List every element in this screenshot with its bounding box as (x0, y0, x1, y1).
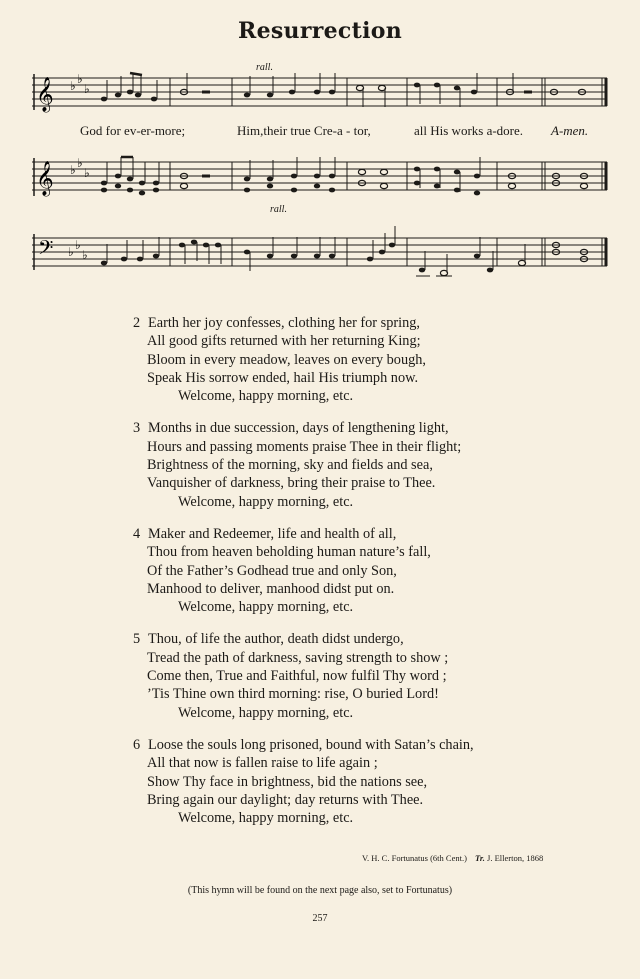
stanza (133, 525, 563, 616)
stanza-line: Bloom in every meadow, leaves on every bough, (147, 351, 426, 368)
svg-text:♭: ♭ (84, 166, 90, 180)
stanza-line: Tread the path of darkness, saving strength to show ; (147, 649, 449, 666)
stanza-line: Thou, of life the author, death didst undergo, (148, 631, 404, 648)
svg-text:♭: ♭ (70, 79, 76, 93)
translator-prefix: Tr. (475, 853, 485, 863)
stanza-chorus: Welcome, happy morning, etc. (178, 704, 354, 721)
stanza-line: All good gifts returned with her returning King; (147, 333, 421, 350)
svg-text:𝄞: 𝄞 (36, 77, 54, 112)
stanza-line: Brightness of the morning, sky and fields and sea, (147, 457, 433, 474)
footnote: (This hymn will be found on the next page also, set to Fortunatus) (187, 885, 453, 896)
bass-staff (32, 226, 612, 280)
stanza-chorus: Welcome, happy morning, etc. (178, 599, 354, 616)
svg-text:♭: ♭ (82, 248, 88, 262)
stanza-line: Show Thy face in brightness, bid the nations see, (147, 773, 428, 790)
svg-text:𝄞: 𝄞 (36, 161, 54, 196)
stanza-chorus: Welcome, happy morning, etc. (178, 810, 354, 827)
stanza-line: Of the Father’s Godhead true and only Son, (147, 562, 397, 579)
stanza-line: Bring again our daylight; day returns with Thee. (147, 791, 424, 808)
stanza-number: 3 (133, 420, 141, 437)
stanza-line: ’Tis Thine own third morning: rise, O buried Lord! (147, 686, 439, 703)
hymn-title: Resurrection (237, 18, 403, 44)
svg-text:♭: ♭ (77, 72, 83, 86)
svg-text:♭: ♭ (77, 156, 83, 170)
svg-text:♭: ♭ (70, 163, 76, 177)
lyric-amen: A-men. (551, 123, 589, 138)
melody-staff (32, 68, 612, 118)
tempo-mark-rall: rall. (270, 204, 287, 215)
stanza-chorus: Welcome, happy morning, etc. (178, 388, 354, 405)
stanza (133, 630, 563, 721)
stanza (133, 736, 563, 827)
treble-harmony-staff (32, 148, 612, 208)
lyric-fragment: Him,their true Cre-a - tor, (237, 123, 371, 138)
stanza-line: Speak His sorrow ended, hail His triumph now. (147, 369, 419, 386)
stanza (133, 419, 563, 510)
stanza-number: 5 (133, 631, 141, 648)
stanza-line: Come then, True and Faithful, now fulfil Thy word ; (147, 668, 447, 685)
stanza-line: Loose the souls long prisoned, bound with Satan’s chain, (148, 736, 474, 753)
svg-text:♭: ♭ (68, 245, 74, 259)
stanza-list (133, 314, 563, 841)
stanza-line: Manhood to deliver, manhood didst put on. (147, 580, 395, 597)
svg-text:𝄢: 𝄢 (38, 236, 54, 264)
stanza-line: Vanquisher of darkness, bring their praise to Thee. (147, 475, 436, 492)
svg-text:♭: ♭ (84, 82, 90, 96)
tempo-mark-rall: rall. (256, 62, 273, 73)
stanza-chorus: Welcome, happy morning, etc. (178, 493, 354, 510)
stanza-line: Maker and Redeemer, life and health of all, (148, 525, 397, 542)
stanza-number: 2 (133, 315, 141, 331)
melody-lyrics (80, 123, 600, 141)
stanza-number: 4 (133, 525, 141, 542)
translator-credit: J. Ellerton, 1868 (487, 853, 544, 863)
page-number: 257 (312, 913, 328, 924)
attribution (362, 853, 543, 863)
stanza (133, 314, 563, 405)
stanza-line: Earth her joy confesses, clothing her for spring, (148, 315, 420, 331)
stanza-number: 6 (133, 736, 141, 753)
lyric-fragment: God for ev-er-more; (80, 123, 186, 138)
stanza-line: Thou from heaven beholding human nature’s fall, (147, 544, 431, 561)
author-credit: V. H. C. Fortunatus (6th Cent.) (362, 853, 467, 863)
stanza-line: All that now is fallen raise to life again ; (147, 755, 378, 772)
lyric-fragment: all His works a-dore. (414, 123, 524, 138)
svg-text:♭: ♭ (75, 238, 81, 252)
stanza-line: Hours and passing moments praise Thee in their flight; (147, 438, 462, 455)
stanza-line: Months in due succession, days of lengthening light, (148, 420, 449, 437)
